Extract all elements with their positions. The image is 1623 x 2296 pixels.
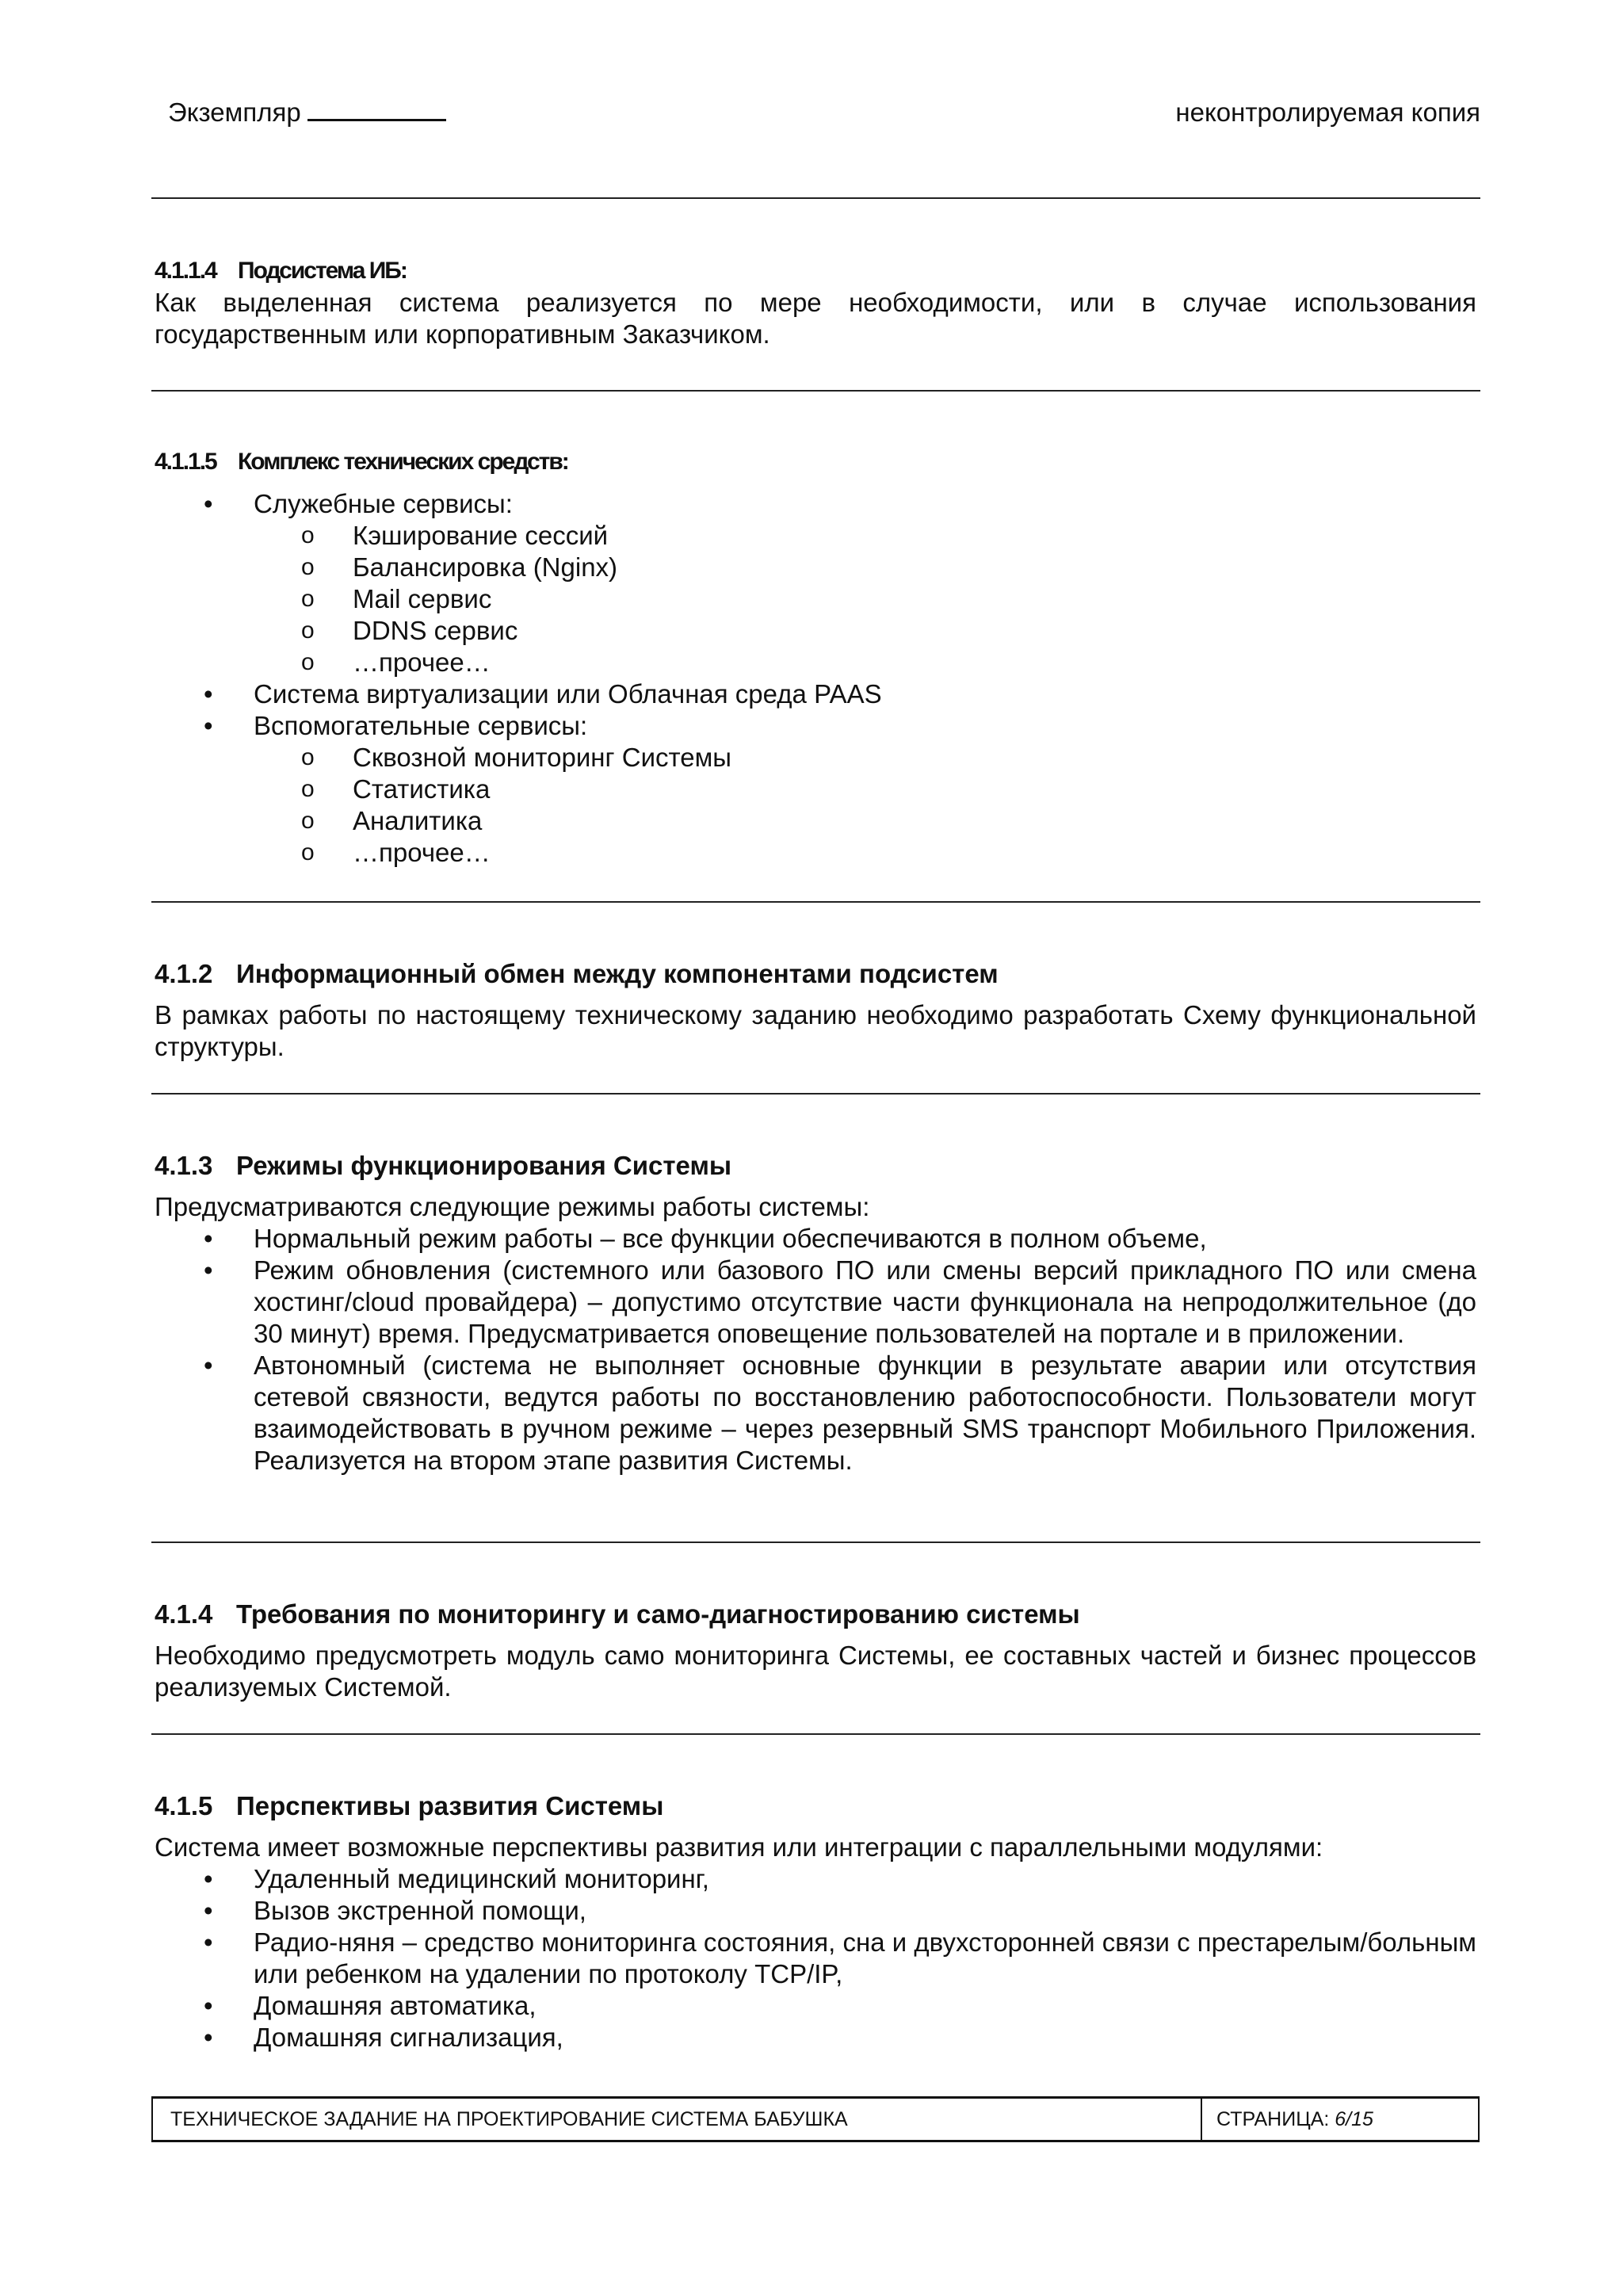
footer-page-info	[1202, 2099, 1478, 2140]
circle-bullet-icon: o	[301, 744, 315, 770]
list-item	[155, 488, 1476, 678]
section-number: 4.1.1.5	[155, 449, 216, 475]
bullet-icon: •	[204, 2023, 213, 2052]
control-label: неконтролируемая копия	[1175, 97, 1480, 127]
section-heading	[155, 1150, 1476, 1182]
list-item-label: Режим обновления (системного или базового ПО или смены версий прикладного ПО или смена хостинг/cloud провайдера) – допустимо отсутствие части функционала на непродолжительное (до 30 минут) время. Предусматривается оповещение пользователей на портале и в приложении.	[254, 1255, 1476, 1348]
list-item-label: Нормальный режим работы – все функции обеспечиваются в полном объеме,	[254, 1224, 1207, 1253]
page-footer	[151, 2096, 1480, 2142]
section-text: Как выделенная система реализуется по мере необходимости, или в случае использования государственным или корпоративным Заказчиком.	[155, 288, 1476, 349]
divider	[151, 197, 1480, 199]
bullet-icon: •	[204, 1991, 213, 2020]
section-4-1-2	[155, 958, 1476, 1063]
section-intro: Предусматриваются следующие режимы работы системы:	[155, 1192, 870, 1221]
copy-label-text: Экземпляр	[168, 97, 301, 127]
bullet-list	[155, 1223, 1476, 1477]
sub-list-item-label: Статистика	[353, 774, 491, 804]
divider	[151, 1541, 1480, 1543]
list-item	[155, 678, 1476, 710]
divider	[151, 390, 1480, 392]
divider	[151, 1093, 1480, 1095]
circle-bullet-icon: o	[301, 649, 315, 675]
section-title: Комплекс технических средств:	[238, 449, 568, 475]
sub-list	[254, 742, 1476, 869]
bullet-icon: •	[204, 1350, 213, 1380]
section-title: Требования по мониторингу и само-диагностированию системы	[236, 1599, 1080, 1629]
sub-list-item-label: Кэширование сессий	[353, 521, 609, 550]
bullet-icon: •	[204, 1927, 213, 1957]
section-number: 4.1.3	[155, 1151, 213, 1180]
list-item-label: Вызов экстренной помощи,	[254, 1896, 586, 1925]
sub-list-item-label: Сквозной мониторинг Системы	[353, 743, 732, 772]
section-heading	[155, 255, 1476, 287]
section-number: 4.1.5	[155, 1791, 213, 1820]
sub-list-item	[155, 552, 1476, 583]
section-4-1-1-5	[155, 446, 1476, 869]
list-item-label: Домашняя сигнализация,	[254, 2023, 563, 2052]
list-item	[155, 1863, 1476, 1895]
section-4-1-1-4	[155, 255, 1476, 350]
section-4-1-4	[155, 1599, 1476, 1703]
copy-number-blank	[307, 118, 446, 121]
circle-bullet-icon: o	[301, 522, 315, 548]
bullet-icon: •	[204, 489, 213, 518]
list-item-label: Служебные сервисы:	[254, 489, 513, 518]
section-heading	[155, 958, 1476, 990]
section-number: 4.1.2	[155, 959, 213, 988]
list-item	[155, 1255, 1476, 1350]
sub-list-item	[155, 742, 1476, 774]
sub-list-item	[155, 774, 1476, 805]
list-item-label: Радио-няня – средство мониторинга состояния, сна и двухсторонней связи с престарелым/больным или ребенком на удалении по протоколу TCP/IP,	[254, 1927, 1476, 1988]
divider	[151, 901, 1480, 903]
section-heading	[155, 446, 1476, 478]
sub-list-item-label: Балансировка (Nginx)	[353, 552, 618, 582]
section-4-1-5	[155, 1790, 1476, 2053]
bullet-list	[155, 1863, 1476, 2053]
section-number: 4.1.4	[155, 1599, 213, 1629]
list-item-label: Автономный (система не выполняет основные функции в результате аварии или отсутствия сетевой связности, ведутся работы по восстановлению работоспособности. Пользователи могут взаимодействовать в ручном режиме – через резервный SMS транспорт Мобильного Приложения. Реализуется на втором этапе развития Системы.	[254, 1350, 1476, 1475]
section-text: В рамках работы по настоящему техническому заданию необходимо разработать Схему функциональной структуры.	[155, 1000, 1476, 1061]
page-label: СТРАНИЦА:	[1216, 2108, 1330, 2130]
list-item-label: Вспомогательные сервисы:	[254, 711, 588, 740]
circle-bullet-icon: o	[301, 776, 315, 802]
list-item-label: Домашняя автоматика,	[254, 1991, 537, 2020]
circle-bullet-icon: o	[301, 554, 315, 580]
bullet-icon: •	[204, 1864, 213, 1893]
sub-list-item-label: Аналитика	[353, 806, 483, 835]
list-item	[155, 1895, 1476, 1927]
copy-label	[168, 97, 446, 128]
circle-bullet-icon: o	[301, 808, 315, 834]
section-title: Перспективы развития Системы	[236, 1791, 664, 1820]
section-heading	[155, 1599, 1476, 1630]
sub-list-item	[155, 615, 1476, 647]
bullet-icon: •	[204, 1255, 213, 1285]
section-intro: Система имеет возможные перспективы развития или интеграции с параллельными модулями:	[155, 1832, 1323, 1862]
sub-list-item	[155, 520, 1476, 552]
sub-list	[254, 520, 1476, 678]
list-item	[155, 1350, 1476, 1477]
footer-doc-title: ТЕХНИЧЕСКОЕ ЗАДАНИЕ НА ПРОЕКТИРОВАНИЕ СИСТЕМА БАБУШКА	[153, 2099, 1202, 2140]
list-item	[155, 2022, 1476, 2053]
bullet-icon: •	[204, 679, 213, 709]
sub-list-item	[155, 647, 1476, 678]
list-item-label: Система виртуализации или Облачная среда PAAS	[254, 679, 882, 709]
list-item-label: Удаленный медицинский мониторинг,	[254, 1864, 709, 1893]
circle-bullet-icon: o	[301, 617, 315, 644]
page-number: 6/15	[1335, 2108, 1373, 2130]
sub-list-item	[155, 583, 1476, 615]
section-heading	[155, 1790, 1476, 1822]
bullet-icon: •	[204, 1224, 213, 1253]
section-number: 4.1.1.4	[155, 258, 216, 284]
sub-list-item-label: DDNS сервис	[353, 616, 518, 645]
sub-list-item	[155, 837, 1476, 869]
list-item	[155, 1990, 1476, 2022]
list-item	[155, 710, 1476, 869]
section-title: Режимы функционирования Системы	[236, 1151, 732, 1180]
sub-list-item-label: …прочее…	[353, 648, 491, 677]
circle-bullet-icon: o	[301, 586, 315, 612]
section-4-1-3	[155, 1150, 1476, 1477]
bullet-icon: •	[204, 711, 213, 740]
section-text: Необходимо предусмотреть модуль само мониторинга Системы, ее составных частей и бизнес процессов реализуемых Системой.	[155, 1641, 1476, 1702]
divider	[151, 1733, 1480, 1735]
sub-list-item-label: Mail сервис	[353, 584, 492, 613]
bullet-icon: •	[204, 1896, 213, 1925]
section-title: Подсистема ИБ:	[238, 258, 407, 284]
list-item	[155, 1223, 1476, 1255]
bullet-list	[155, 488, 1476, 869]
sub-list-item	[155, 805, 1476, 837]
sub-list-item-label: …прочее…	[353, 838, 491, 867]
circle-bullet-icon: o	[301, 839, 315, 865]
section-title: Информационный обмен между компонентами подсистем	[236, 959, 999, 988]
list-item	[155, 1927, 1476, 1990]
